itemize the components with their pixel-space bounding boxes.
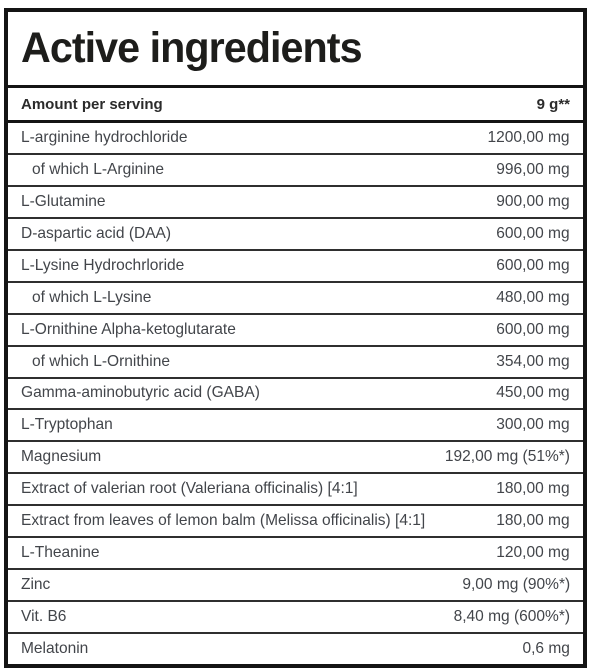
table-row [8,123,583,155]
ingredient-amount: 180,00 mg [496,512,570,530]
table-row [8,315,583,347]
ingredient-amount: 354,00 mg [496,352,570,370]
ingredient-amount: 192,00 mg (51%*) [444,448,570,466]
table-row [8,570,583,602]
ingredient-amount: 120,00 mg [496,544,570,562]
table-row [8,155,583,187]
ingredient-amount: 1200,00 mg [488,128,570,146]
ingredient-amount: 600,00 mg [496,256,570,274]
table-row [8,283,583,315]
page-title: Active ingredients [21,24,362,72]
ingredient-amount: 600,00 mg [496,320,570,338]
table-row [8,538,583,570]
ingredients-table-frame [4,8,587,668]
ingredient-name: Magnesium [21,448,102,466]
table-row [8,347,583,379]
ingredient-amount: 600,00 mg [496,224,570,242]
table-row [8,379,583,411]
ingredient-name: of which L-Arginine [32,160,164,178]
table-row [8,410,583,442]
ingredient-name: Zinc [21,576,51,594]
ingredient-name: Vit. B6 [21,608,67,626]
ingredient-amount: 0,6 mg [522,639,570,657]
table-row [8,474,583,506]
table-row [8,602,583,634]
ingredient-name: Gamma-aminobutyric acid (GABA) [21,384,260,402]
table-row [8,219,583,251]
ingredient-name: L-arginine hydrochloride [21,128,188,146]
ingredient-name: L-Lysine Hydrochrloride [21,256,185,274]
ingredient-name: L-Tryptophan [21,416,113,434]
ingredient-amount: 9,00 mg (90%*) [462,576,570,594]
ingredient-name: of which L-Lysine [32,288,152,306]
serving-size-value: 9 g** [536,95,570,113]
ingredient-amount: 900,00 mg [496,192,570,210]
ingredient-name: L-Theanine [21,544,100,562]
ingredient-name: D-aspartic acid (DAA) [21,224,172,242]
table-row [8,442,583,474]
ingredient-name: Extract of valerian root (Valeriana officinalis) [4:1] [21,480,358,498]
ingredient-name: L-Glutamine [21,192,106,210]
ingredient-name: of which L-Ornithine [32,352,171,370]
table-row [8,634,583,664]
table-header-row [8,88,583,123]
table-row [8,187,583,219]
table-row [8,251,583,283]
ingredient-amount: 996,00 mg [496,160,570,178]
ingredient-amount: 300,00 mg [496,416,570,434]
ingredient-amount: 450,00 mg [496,384,570,402]
ingredient-name: L-Ornithine Alpha-ketoglutarate [21,320,236,338]
title-block [8,12,583,88]
ingredient-name: Extract from leaves of lemon balm (Melissa officinalis) [4:1] [21,512,426,530]
ingredient-rows [8,123,583,664]
table-row [8,506,583,538]
ingredient-name: Melatonin [21,639,89,657]
ingredient-amount: 180,00 mg [496,480,570,498]
ingredient-amount: 480,00 mg [496,288,570,306]
amount-per-serving-header: Amount per serving [21,95,163,113]
ingredient-amount: 8,40 mg (600%*) [453,608,570,626]
